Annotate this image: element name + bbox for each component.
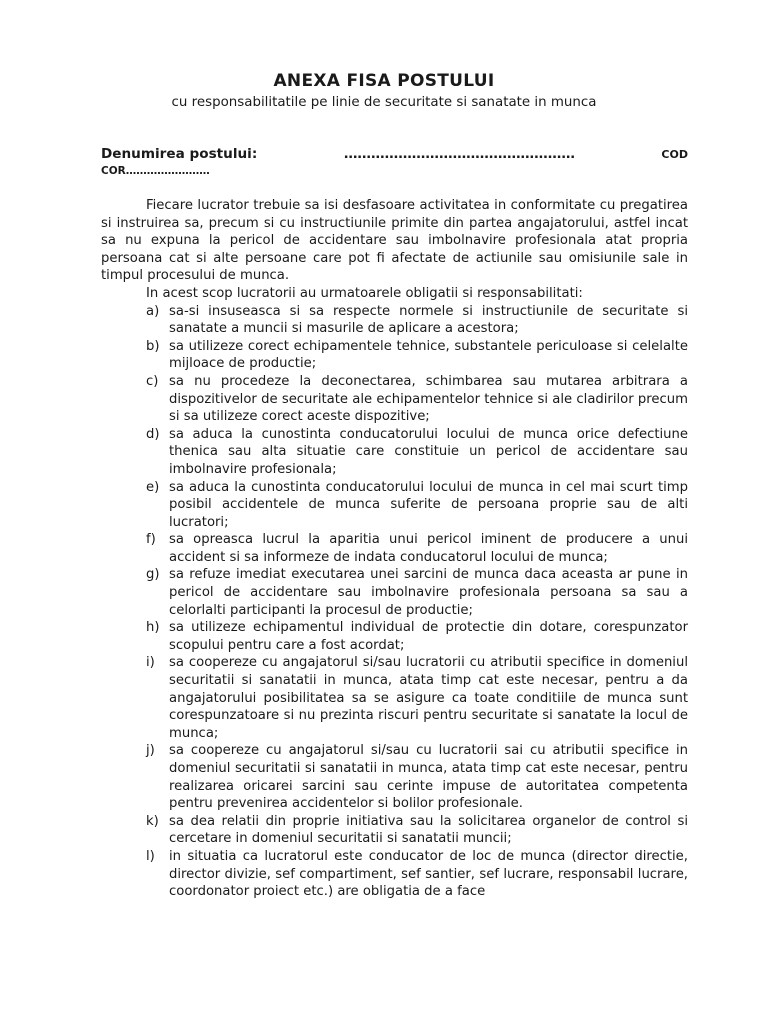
list-item: [101, 531, 688, 566]
list-item: [101, 479, 688, 532]
list-item: [101, 373, 688, 426]
list-item-text: sa nu procedeze la deconectarea, schimbarea sau mutarea arbitrara a dispozitivelor de securitate ale echipamentelor tehnice si ale cladirilor precum si sa utilizeze corect aceste dispozitive;: [169, 373, 688, 425]
list-item: [101, 813, 688, 848]
obligations-lead: In acest scop lucratorii au urmatoarele obligatii si responsabilitati:: [146, 285, 583, 301]
cod-label: COD: [661, 148, 688, 161]
list-item-marker: k): [146, 813, 159, 829]
list-item: [101, 426, 688, 479]
list-item-text: sa opreasca lucrul la aparitia unui pericol iminent de producere a unui accident si sa informeze de indata conducatorul locului de munca;: [169, 532, 688, 565]
document-title: ANEXA FISA POSTULUI: [273, 71, 495, 91]
list-item-marker: c): [146, 373, 159, 389]
post-name-dots: ……………………………………………: [343, 146, 575, 162]
list-item-text: sa utilizeze corect echipamentele tehnice, substantele periculoase si celelalte mijloace de productie;: [169, 338, 688, 372]
list-item-text: sa-si insuseasca si sa respecte normele si instructiunile de securitate si sanatate a muncii si masurile de aplicare a acestora;: [169, 303, 688, 337]
list-item: [101, 566, 688, 619]
list-item-text: in situatia ca lucratorul este conducator de loc de munca (director directie, director divizie, sef compartiment, sef santier, sef lucrare, responsabil lucrare, coordonator proiect etc.) are obligatia de a face: [169, 848, 688, 900]
list-item-marker: e): [146, 479, 160, 495]
document-subtitle: cu responsabilitatile pe linie de securitate si sanatate in munca: [171, 95, 597, 110]
post-name-label: Denumirea postului:: [101, 146, 258, 162]
list-item: [101, 619, 688, 654]
intro-paragraph: Fiecare lucrator trebuie sa isi desfasoare activitatea in conformitate cu pregatirea si instruirea sa, precum si cu instructiunile primite din partea angajatorului, astfel incat sa nu expuna la pericol de accidentare sau imbolnavire profesionala atat propria persoana cat si alte persoane care pot fi afectate de actiunile sau omisiunile sale in timpul procesului de munca.: [101, 198, 688, 284]
list-item-marker: g): [146, 567, 160, 583]
post-name-row: [101, 146, 688, 162]
list-item-text: sa refuze imediat executarea unei sarcini de munca daca aceasta ar pune in pericol de accidentare sau imbolnavire profesionala persoana sa sau a celorlalti participanti la procesul de productie;: [169, 567, 688, 618]
list-item-marker: d): [146, 426, 160, 442]
list-item: [101, 654, 688, 742]
list-item-text: sa coopereze cu angajatorul si/sau cu lucratorii sai cu atributii specifice in domeniul securitatii si sanatatii in munca, atata timp cat este necesar, pentru realizarea oricarei sarcini sau cerinte impuse de autoritatea competenta pentru prevenirea accidentelor si bolilor profesionale.: [169, 743, 688, 812]
list-item: [101, 848, 688, 901]
list-item-text: sa aduca la cunostinta conducatorului locului de munca orice defectiune thenica sau alta situatie care constituie un pericol de accidentare sau imbolnavire profesionala;: [169, 426, 688, 477]
list-item-text: sa dea relatii din proprie initiativa sau la solicitarea organelor de control si cercetare in domeniul securitatii si sanatatii muncii;: [169, 813, 688, 847]
document-body: [101, 197, 688, 901]
list-item-marker: l): [146, 848, 155, 864]
list-item-text: sa utilizeze echipamentul individual de protectie din dotare, corespunzator scopului pentru care a fost acordat;: [169, 620, 688, 653]
list-item-text: sa coopereze cu angajatorul si/sau lucratorii cu atributii specifice in domeniul securitatii si sanatatii in munca, atata timp cat este necesar, pentru a da angajatorului posibilitatea sa se asigure ca toate conditiile de munca sunt corespunzatoare si nu prezinta riscuri pentru securitate si sanatate la locul de munca;: [169, 655, 688, 741]
list-item-marker: i): [146, 655, 155, 671]
list-item-marker: f): [146, 532, 156, 548]
list-item-text: sa aduca la cunostinta conducatorului locului de munca in cel mai scurt timp posibil accidentele de munca suferite de persoana proprie sau de alti lucratori;: [169, 479, 688, 530]
list-item: [101, 338, 688, 373]
cor-label: COR……………………: [101, 165, 210, 177]
obligations-list: [101, 303, 688, 901]
list-item-marker: j): [146, 743, 155, 759]
list-item-marker: h): [146, 620, 160, 636]
list-item-marker: a): [146, 303, 160, 319]
list-item-marker: b): [146, 338, 160, 354]
list-item: [101, 742, 688, 812]
list-item: [101, 303, 688, 338]
